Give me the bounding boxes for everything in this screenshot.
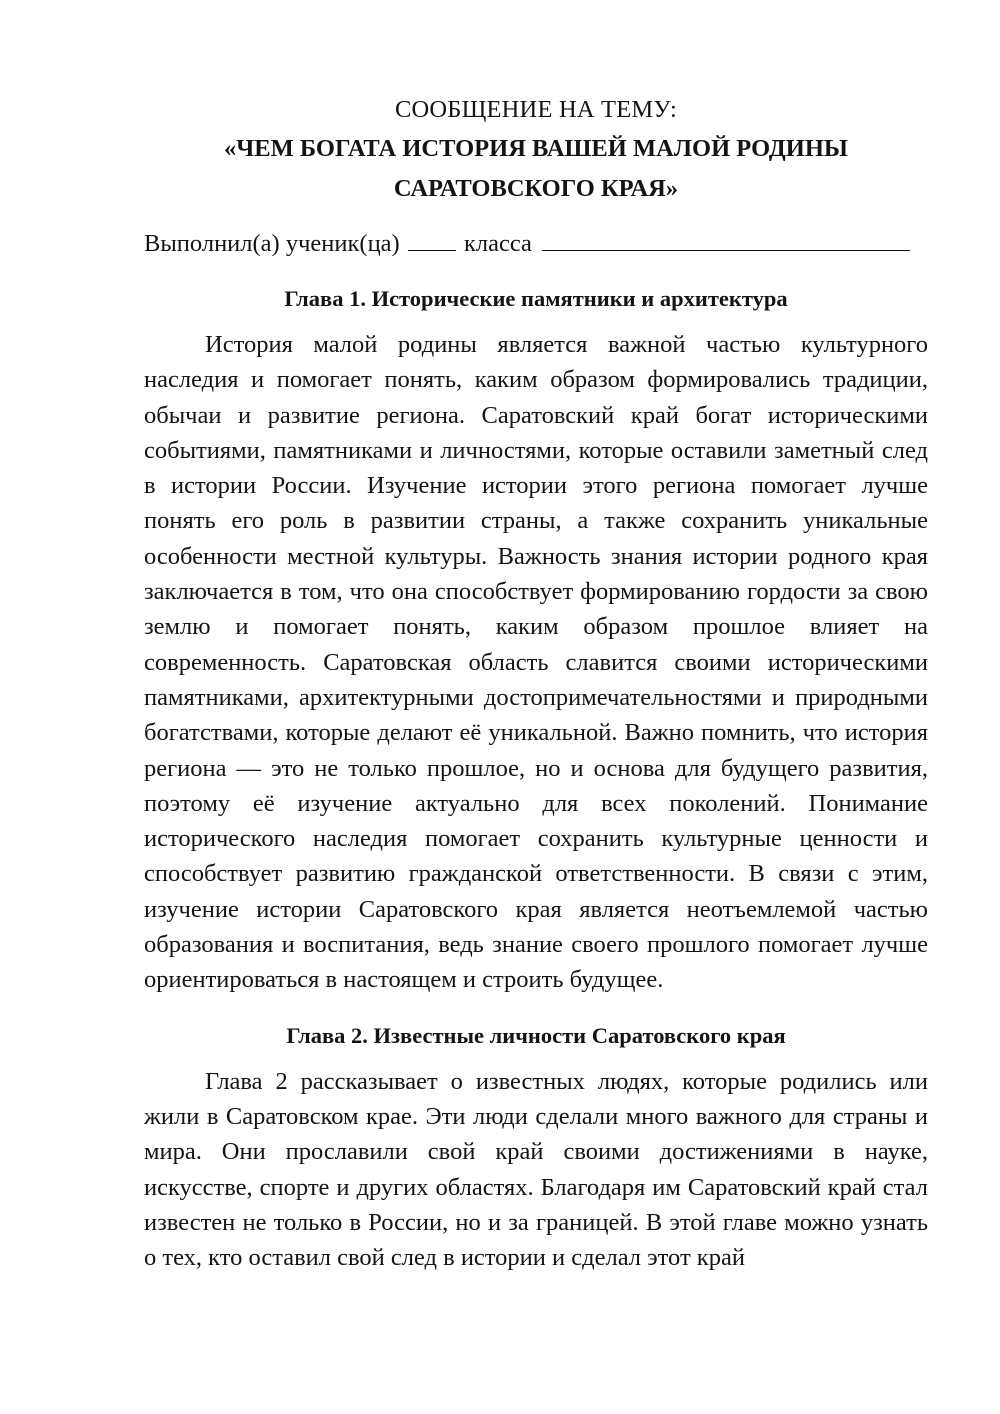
document-title [144, 129, 928, 209]
class-label: класса [463, 230, 532, 257]
student-line [144, 226, 928, 261]
title-line-1: «ЧЕМ БОГАТА ИСТОРИЯ ВАШЕЙ МАЛОЙ РОДИНЫ [224, 135, 848, 162]
title-line-2: САРАТОВСКОГО КРАЯ» [393, 175, 679, 202]
document-body [144, 92, 928, 1275]
student-name-blank [542, 228, 910, 251]
class-number-blank [408, 228, 456, 251]
chapter-2-paragraph: Глава 2 рассказывает о известных людях, которые родились или жили в Саратовском крае. Эти люди сделали много важного для страны и мира. Они прославили свой край своими достижениями в науке, искусстве, спорте и других областях. Благодаря им Саратовский край стал известен не только в России, но и за границей. В этой главе можно узнать о тех, кто оставил свой след в истории и сделал этот край [144, 1067, 928, 1272]
chapter-1-paragraph: История малой родины является важной частью культурного наследия и помогает понять, каким образом формировались традиции, обычаи и развитие региона. Саратовский край богат историческими событиями, памятниками и личностями, которые оставили заметный след в истории России. Изучение истории этого региона помогает лучше понять его роль в развитии страны, а также сохранить уникальные особенности местной культуры. Важность знания истории родного края заключается в том, что она способствует формированию гордости за свою землю и помогает понять, каким образом прошлое влияет на современность. Саратовская область славится своими историческими памятниками, архитектурными достопримечательностями и природными богатствами, которые делают её уникальной. Важно помнить, что история региона — это не только прошлое, но и основа для будущего развития, поэтому её изучение актуально для всех поколений. Понимание исторического наследия помогает сохранить культурные ценности и способствует развитию гражданской ответственности. В связи с этим, изучение истории Саратовского края является неотъемлемой частью образования и воспитания, ведь знание своего прошлого помогает лучше ориентироваться в настоящем и строить будущее. [144, 331, 928, 994]
chapter-1-title: Глава 1. Исторические памятники и архитектура [284, 286, 788, 311]
student-label: Выполнил(а) ученик(ца) [144, 230, 400, 257]
pre-title: СООБЩЕНИЕ НА ТЕМУ: [394, 96, 677, 123]
chapter-2-title: Глава 2. Известные личности Саратовского края [286, 1022, 786, 1048]
